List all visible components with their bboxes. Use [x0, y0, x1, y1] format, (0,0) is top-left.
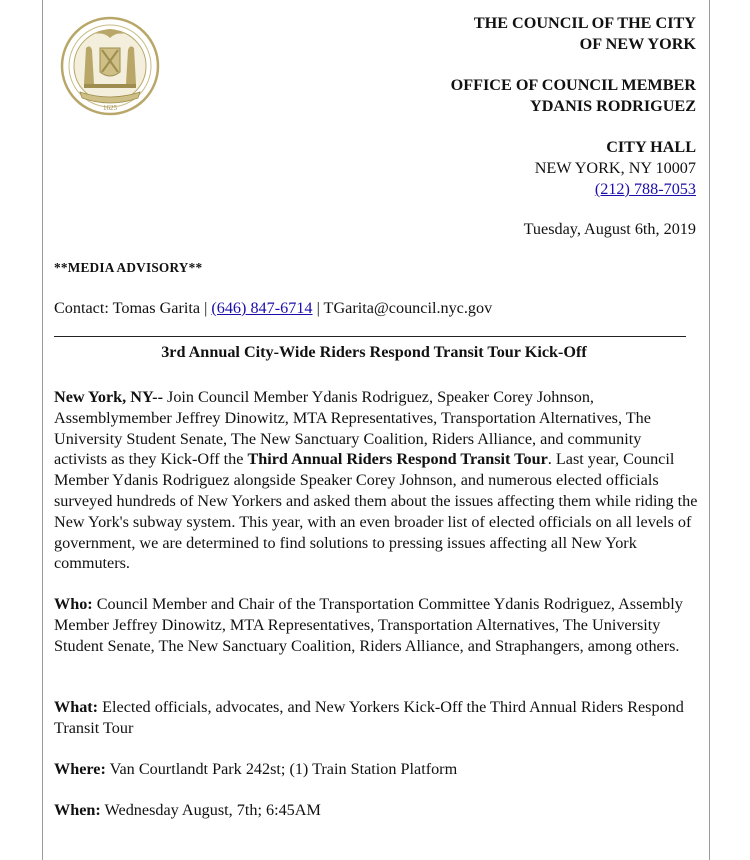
address-line-1: CITY HALL — [606, 138, 696, 156]
what-label: What: — [54, 698, 99, 716]
who-label: Who: — [54, 595, 93, 613]
when-label: When: — [54, 801, 101, 819]
contact-prefix: Contact: Tomas Garita | — [54, 299, 212, 317]
when-text: Wednesday August, 7th; 6:45AM — [100, 801, 321, 819]
address-block — [535, 137, 696, 200]
where-label: Where: — [54, 760, 106, 778]
intro-paragraph — [54, 387, 698, 574]
dateline: New York, NY-- — [54, 388, 163, 406]
office-heading — [451, 75, 696, 117]
council-heading — [474, 13, 696, 55]
divider — [54, 336, 686, 337]
office-line-2: YDANIS RODRIGUEZ — [530, 97, 696, 115]
contact-suffix: | TGarita@council.nyc.gov — [312, 299, 493, 317]
seal-year: 1625 — [103, 104, 117, 112]
where-text: Van Courtlandt Park 242st; (1) Train Station Platform — [105, 760, 458, 778]
where-paragraph — [54, 759, 698, 780]
intro-highlight: Third Annual Riders Respond Transit Tour — [247, 450, 548, 469]
city-seal-icon — [60, 14, 160, 118]
advisory-title: 3rd Annual City-Wide Riders Respond Transit Tour Kick-Off — [161, 343, 587, 361]
office-phone-link[interactable]: (212) 788-7053 — [594, 180, 696, 198]
council-line-1: THE COUNCIL OF THE CITY — [473, 14, 696, 32]
advisory-date: Tuesday, August 6th, 2019 — [523, 220, 696, 238]
contact-line — [54, 299, 492, 318]
intro-text-2: . Last year, Council Member Ydanis Rodriguez alongside Speaker Corey Johnson, and numerous elected officials surveyed hundreds of New Yorkers and asked them about the issues affecting them while riding the New York's subway system. This year, with an even broader list of elected officials on all levels of government, we are determined to find solutions to pressing issues affecting all New York commuters. — [54, 450, 698, 573]
who-text: Council Member and Chair of the Transportation Committee Ydanis Rodriguez, Assembly Member Jeffrey Dinowitz, MTA Representatives, Transportation Alternatives, The University Student Senate, The New Sanctuary Coalition, Riders Alliance, and Straphangers, among others. — [54, 595, 683, 655]
council-line-2: OF NEW YORK — [579, 35, 696, 53]
intro-text-1: Join Council Member Ydanis Rodriguez, Speaker Corey Johnson, Assemblymember Jeffrey Dinowitz, MTA Representatives, Transportation Alternatives, The University Student Senate, The New Sanctuary Coalition, Riders Alliance, and community activists as they Kick-Off the — [54, 388, 651, 469]
contact-phone-link[interactable]: (646) 847-6714 — [211, 299, 313, 317]
when-paragraph — [54, 800, 698, 821]
address-line-2: NEW YORK, NY 10007 — [534, 159, 696, 177]
media-advisory-label: **MEDIA ADVISORY** — [54, 260, 203, 275]
what-paragraph — [54, 697, 698, 739]
what-text: Elected officials, advocates, and New Yorkers Kick-Off the Third Annual Riders Respond Transit Tour — [54, 698, 684, 737]
who-paragraph — [54, 594, 698, 656]
office-line-1: OFFICE OF COUNCIL MEMBER — [450, 76, 696, 94]
